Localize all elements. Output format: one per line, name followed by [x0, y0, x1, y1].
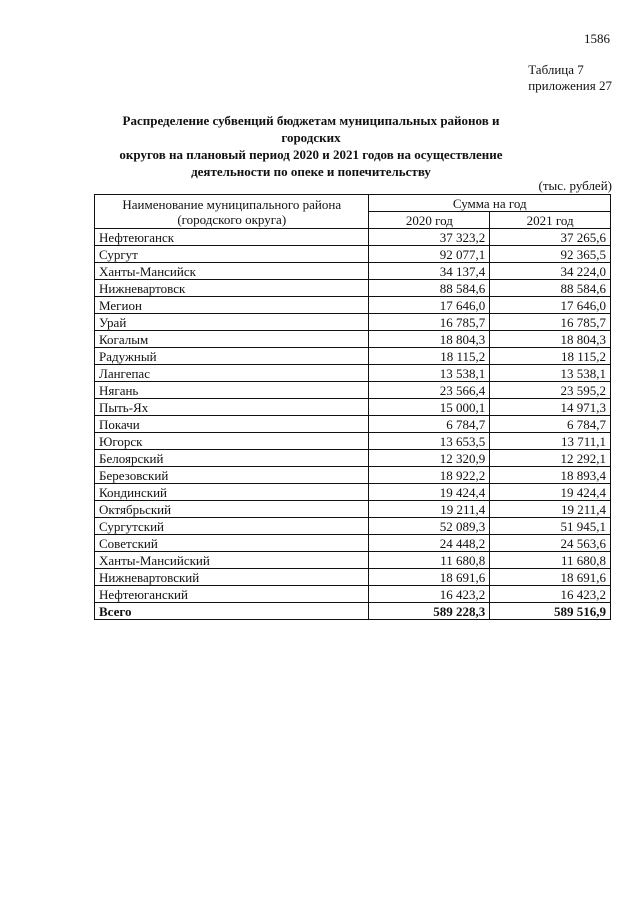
municipality-name: Сургутский — [95, 518, 369, 535]
municipality-name: Урай — [95, 314, 369, 331]
value-2021: 18 691,6 — [490, 569, 611, 586]
table-row — [95, 501, 611, 518]
units-label: (тыс. рублей) — [538, 178, 612, 193]
value-2020: 589 228,3 — [369, 603, 490, 620]
value-2020: 34 137,4 — [369, 263, 490, 280]
value-2020: 19 424,4 — [369, 484, 490, 501]
table-row — [95, 586, 611, 603]
value-2021: 24 563,6 — [490, 535, 611, 552]
table-row — [95, 484, 611, 501]
municipality-name: Нижневартовск — [95, 280, 369, 297]
table-row — [95, 433, 611, 450]
table-row — [95, 382, 611, 399]
municipality-name: Нефтеюганский — [95, 586, 369, 603]
caption-line-1: Таблица 7 — [528, 62, 584, 77]
value-2021: 13 538,1 — [490, 365, 611, 382]
value-2020: 16 423,2 — [369, 586, 490, 603]
table-row — [95, 297, 611, 314]
subvention-table — [94, 194, 611, 620]
header-name-line-2: (городского округа) — [177, 211, 287, 227]
municipality-name: Кондинский — [95, 484, 369, 501]
table-row — [95, 450, 611, 467]
value-2021: 88 584,6 — [490, 280, 611, 297]
municipality-name: Радужный — [95, 348, 369, 365]
value-2021: 12 292,1 — [490, 450, 611, 467]
value-2020: 16 785,7 — [369, 314, 490, 331]
value-2020: 19 211,4 — [369, 501, 490, 518]
value-2021: 19 424,4 — [490, 484, 611, 501]
value-2021: 92 365,5 — [490, 246, 611, 263]
value-2021: 589 516,9 — [490, 603, 611, 620]
value-2020: 23 566,4 — [369, 382, 490, 399]
municipality-name: Березовский — [95, 467, 369, 484]
value-2021: 19 211,4 — [490, 501, 611, 518]
table-row — [95, 314, 611, 331]
value-2021: 17 646,0 — [490, 297, 611, 314]
table-body — [95, 229, 611, 620]
value-2020: 24 448,2 — [369, 535, 490, 552]
table-row — [95, 263, 611, 280]
value-2021: 16 785,7 — [490, 314, 611, 331]
table-row — [95, 280, 611, 297]
value-2020: 11 680,8 — [369, 552, 490, 569]
table-row — [95, 365, 611, 382]
value-2020: 92 077,1 — [369, 246, 490, 263]
value-2020: 6 784,7 — [369, 416, 490, 433]
value-2020: 18 115,2 — [369, 348, 490, 365]
value-2020: 12 320,9 — [369, 450, 490, 467]
municipality-name: Белоярский — [95, 450, 369, 467]
header-name-line-1: Наименование муниципального района — [122, 196, 342, 212]
value-2021: 13 711,1 — [490, 433, 611, 450]
value-2020: 52 089,3 — [369, 518, 490, 535]
title-line-1: Распределение субвенций бюджетам муниципальных районов и городских — [122, 113, 500, 145]
municipality-name: Лангепас — [95, 365, 369, 382]
value-2020: 17 646,0 — [369, 297, 490, 314]
municipality-name: Нижневартовский — [95, 569, 369, 586]
value-2021: 34 224,0 — [490, 263, 611, 280]
municipality-name: Советский — [95, 535, 369, 552]
document-title — [96, 112, 526, 180]
municipality-name: Сургут — [95, 246, 369, 263]
title-line-2: округов на плановый период 2020 и 2021 годов на осуществление — [119, 147, 503, 162]
value-2021: 23 595,2 — [490, 382, 611, 399]
table-row — [95, 552, 611, 569]
value-2020: 37 323,2 — [369, 229, 490, 246]
value-2021: 14 971,3 — [490, 399, 611, 416]
table-row — [95, 348, 611, 365]
value-2020: 15 000,1 — [369, 399, 490, 416]
value-2020: 18 804,3 — [369, 331, 490, 348]
table-header-row-1 — [95, 195, 611, 212]
value-2021: 37 265,6 — [490, 229, 611, 246]
table-row — [95, 246, 611, 263]
value-2020: 18 922,2 — [369, 467, 490, 484]
table-row — [95, 467, 611, 484]
table-row — [95, 229, 611, 246]
table-row — [95, 416, 611, 433]
table-total-row — [95, 603, 611, 620]
header-name-cell — [95, 195, 369, 229]
header-year-2021: 2021 год — [490, 212, 611, 229]
table-row — [95, 331, 611, 348]
value-2021: 16 423,2 — [490, 586, 611, 603]
municipality-name: Мегион — [95, 297, 369, 314]
table-row — [95, 569, 611, 586]
value-2021: 18 804,3 — [490, 331, 611, 348]
page-number: 1586 — [584, 31, 610, 46]
municipality-name: Ханты-Мансийский — [95, 552, 369, 569]
table-row — [95, 518, 611, 535]
table-row — [95, 535, 611, 552]
municipality-name: Нягань — [95, 382, 369, 399]
table-row — [95, 399, 611, 416]
header-sum-cell: Сумма на год — [369, 195, 611, 212]
municipality-name: Всего — [95, 603, 369, 620]
municipality-name: Когалым — [95, 331, 369, 348]
value-2021: 18 115,2 — [490, 348, 611, 365]
table-caption — [528, 62, 612, 94]
value-2021: 6 784,7 — [490, 416, 611, 433]
value-2021: 11 680,8 — [490, 552, 611, 569]
value-2020: 18 691,6 — [369, 569, 490, 586]
municipality-name: Пыть-Ях — [95, 399, 369, 416]
value-2020: 13 653,5 — [369, 433, 490, 450]
caption-line-2: приложения 27 — [528, 78, 612, 93]
municipality-name: Ханты-Мансийск — [95, 263, 369, 280]
value-2021: 18 893,4 — [490, 467, 611, 484]
municipality-name: Покачи — [95, 416, 369, 433]
municipality-name: Нефтеюганск — [95, 229, 369, 246]
value-2020: 88 584,6 — [369, 280, 490, 297]
value-2020: 13 538,1 — [369, 365, 490, 382]
municipality-name: Югорск — [95, 433, 369, 450]
header-year-2020: 2020 год — [369, 212, 490, 229]
municipality-name: Октябрьский — [95, 501, 369, 518]
title-line-3: деятельности по опеке и попечительству — [191, 164, 431, 179]
value-2021: 51 945,1 — [490, 518, 611, 535]
